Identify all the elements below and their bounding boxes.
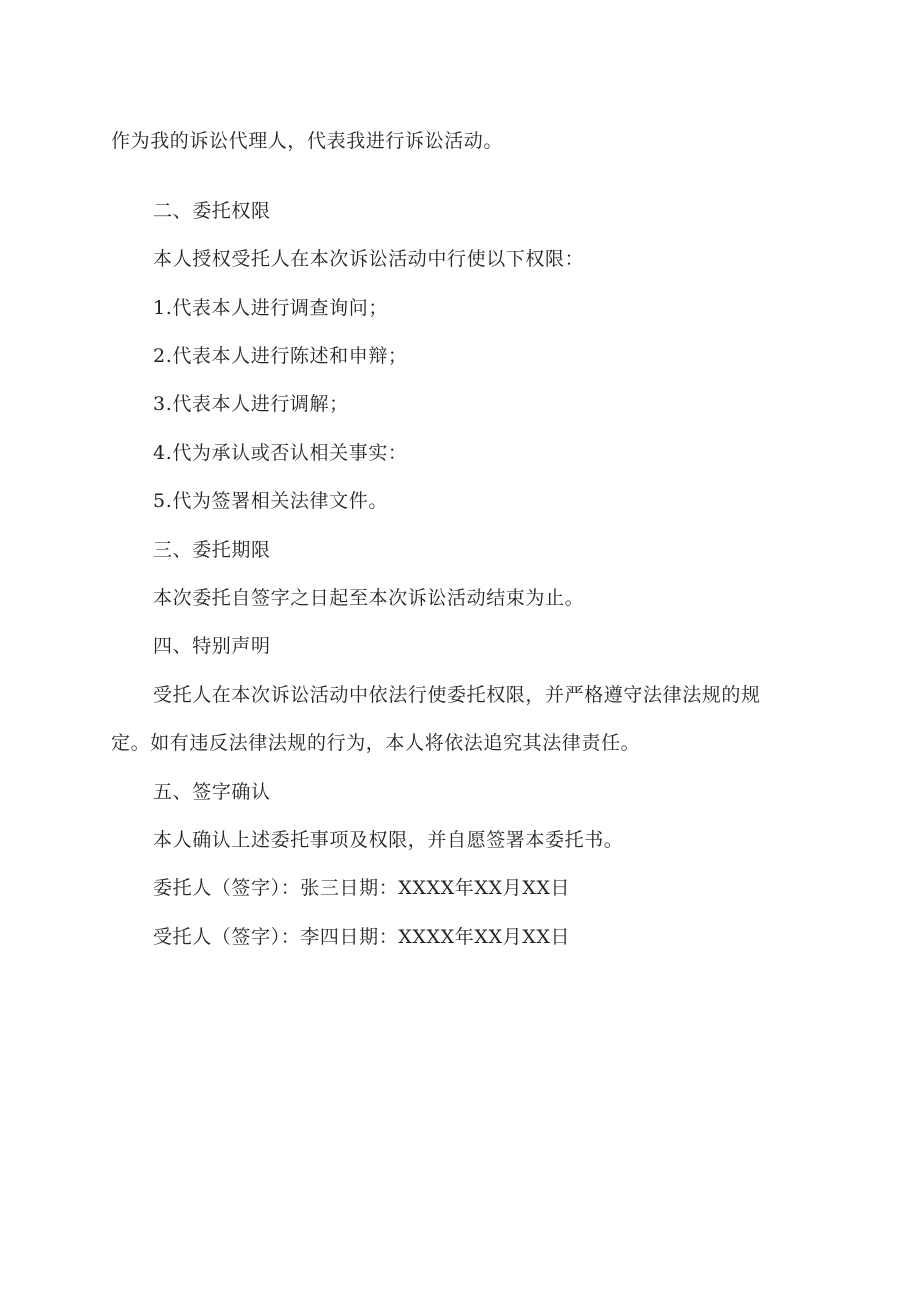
authority-item: 3.代表本人进行调解； (153, 393, 349, 415)
authority-item: 1.代表本人进行调查询问； (153, 297, 388, 319)
confirmation-text: 本人确认上述委托事项及权限，并自愿签署本委托书。 (153, 829, 624, 851)
section-heading-term: 三、委托期限 (153, 539, 271, 561)
principal-signature-line: 委托人（签字）：张三日期：XXXX年XX月XX日 (153, 877, 571, 899)
agent-signature-line: 受托人（签字）：李四日期：XXXX年XX月XX日 (153, 926, 571, 948)
declaration-text-line-1: 受托人在本次诉讼活动中依法行使委托权限，并严格遵守法律法规的规 (153, 684, 761, 706)
authority-item: 2.代表本人进行陈述和申辩； (153, 345, 408, 367)
section-heading-declaration: 四、特别声明 (153, 635, 271, 657)
authority-item: 5.代为签署相关法律文件。 (153, 490, 388, 512)
declaration-text-line-2: 定。如有违反法律法规的行为，本人将依法追究其法律责任。 (111, 732, 641, 754)
term-text: 本次委托自签字之日起至本次诉讼活动结束为止。 (153, 587, 585, 609)
authority-item: 4.代为承认或否认相关事实： (153, 442, 408, 464)
intro-tail-paragraph: 作为我的诉讼代理人，代表我进行诉讼活动。 (111, 130, 504, 152)
section-heading-confirmation: 五、签字确认 (153, 781, 271, 803)
section-heading-authority: 二、委托权限 (153, 200, 271, 222)
authority-intro: 本人授权受托人在本次诉讼活动中行使以下权限： (153, 248, 585, 270)
